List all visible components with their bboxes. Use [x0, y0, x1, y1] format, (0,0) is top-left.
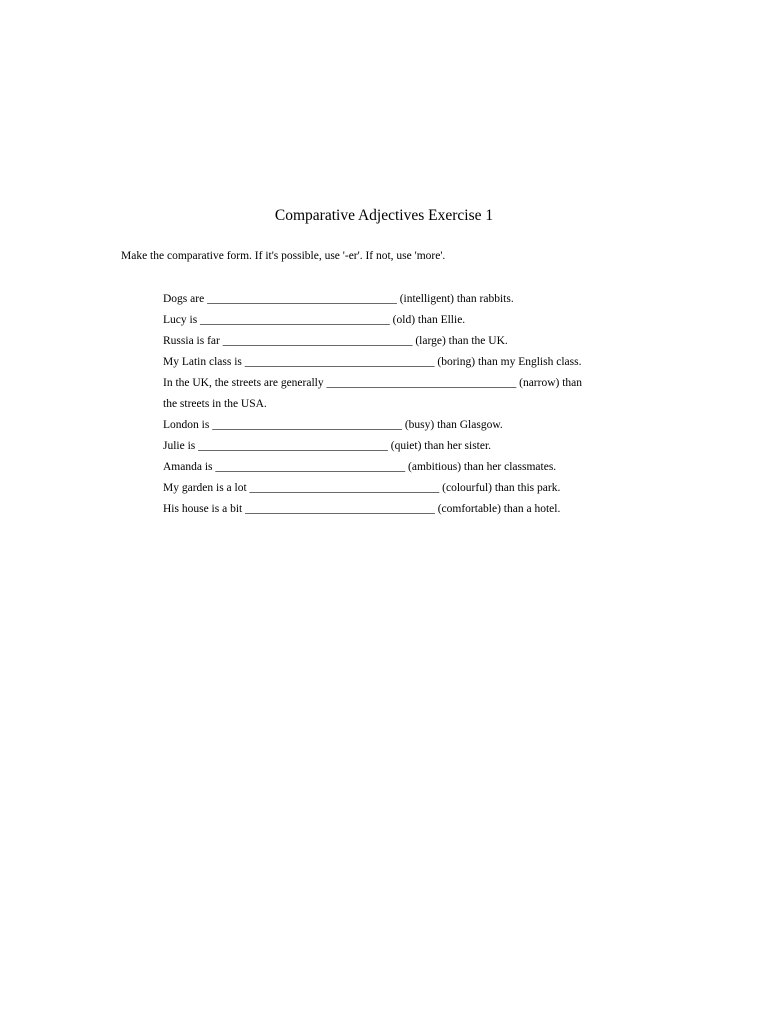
exercise-sentence-line: Russia is far _________________________________ (large) than the UK.	[163, 335, 508, 347]
exercise-sentence-line: In the UK, the streets are generally _________________________________ (narrow) than	[163, 377, 583, 389]
exercise-sentence-line: Julie is _________________________________ (quiet) than her sister.	[163, 440, 492, 452]
exercise-sentence-line: Amanda is _________________________________ (ambitious) than her classmates.	[163, 461, 557, 473]
exercise-sentence	[163, 310, 465, 331]
exercise-sentence	[163, 436, 491, 457]
exercise-sentence-line: Lucy is _________________________________ (old) than Ellie.	[163, 314, 466, 326]
exercise-sentence-line: His house is a bit _________________________________ (comfortable) than a hotel.	[163, 503, 561, 515]
exercise-sentence	[163, 499, 560, 520]
exercise-sentence	[163, 352, 581, 373]
exercise-sentence	[163, 415, 503, 436]
exercise-sentence	[163, 478, 560, 499]
exercise-sentence-line: My garden is a lot _________________________________ (colourful) than this park.	[163, 482, 561, 494]
exercise-sentence	[163, 373, 582, 415]
exercise-sentence	[163, 457, 556, 478]
exercise-sentence-line: My Latin class is _________________________________ (boring) than my English class.	[163, 356, 582, 368]
exercise-sentence-line: the streets in the USA.	[163, 398, 267, 410]
exercise-sentence-line: London is _________________________________ (busy) than Glasgow.	[163, 419, 503, 431]
exercise-sentence	[163, 331, 508, 352]
instructions-text: Make the comparative form. If it's possible, use '-er'. If not, use 'more'.	[121, 250, 446, 262]
exercise-sentence-line: Dogs are _________________________________ (intelligent) than rabbits.	[163, 293, 514, 305]
exercise-sentence	[163, 289, 514, 310]
page-title: Comparative Adjectives Exercise 1	[274, 207, 494, 224]
